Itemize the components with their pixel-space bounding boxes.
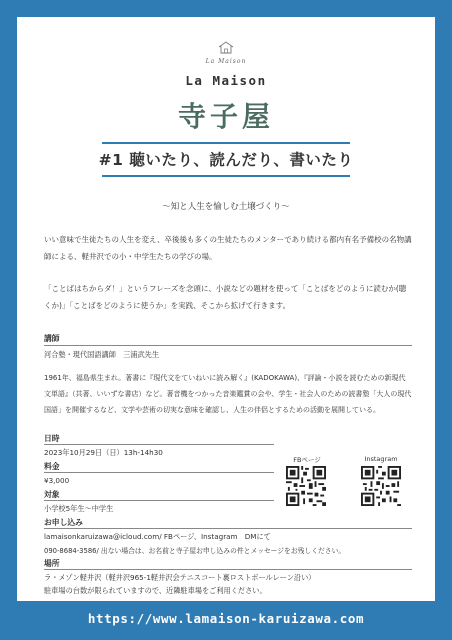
intro-paragraph-2: 「ことばはちからダ！」というフレーズを念頭に、小説などの題材を使って「ことばをどのように読むか(聴くか)」「ことばをどのように使うか」を実践、そこから拡げて行きます。 [44,284,407,310]
house-logo-icon [218,41,234,54]
flyer-page [17,17,435,601]
place-label: 場所 [44,559,60,568]
instagram-qr-code-icon[interactable] [361,466,401,506]
page-subtitle: #1 聴いたり、読んだり、書いたり [98,151,354,169]
fb-qr-label: FBページ [293,456,321,464]
apply-label: お申し込み [44,518,83,527]
instructor-rule [44,345,412,346]
fee-label: 料金 [44,462,60,471]
page-title: 寺子屋 [177,100,274,133]
apply-contact: lamaisonkaruizawa@icloud.com/ FBページ、Instagram DMにて [44,532,271,541]
date-rule [44,444,274,445]
intro-paragraph-1: いい意味で生徒たちの人生を変え、卒後後も多くの生徒たちのメンターであり続ける都内有名予備校の名物講師による、軽井沢での小・中学生たちの学びの場。 [44,235,412,261]
target-rule [44,500,274,501]
tagline: 〜知と人生を愉しむ土壌づくり〜 [162,202,290,212]
instructor-name: 河合塾・現代国語講師 三浦武先生 [44,350,160,359]
title-bottom-rule [102,175,350,177]
target-label: 対象 [44,490,60,499]
brand-name: La Maison [185,73,267,88]
instructor-label: 講師 [44,334,60,343]
place-rule [44,569,412,570]
place-address: ラ・メゾン軽井沢（軽井沢965-1軽井沢会テニスコート裏ロストボールレーン沿い） [44,573,316,582]
title-top-rule [102,142,350,144]
date-value: 2023年10月29日（日）13h-14h30 [44,448,163,457]
website-url-link[interactable]: https://www.lamaison-karuizawa.com [87,611,365,626]
fee-rule [44,472,274,473]
target-value: 小学校5年生〜中学生 [44,504,114,513]
apply-phone: 090-8684-3586/ 出ない場合は、お名前と寺子屋お申し込みの件とメッセージをお残しください。 [44,547,346,555]
place-parking-note: 駐車場の台数が限られていますので、近隣駐車場をご利用ください。 [44,586,267,595]
apply-rule [44,528,412,529]
script-logo: La Maison [205,58,247,65]
instagram-qr-label: Instagram [364,455,398,463]
facebook-qr-code-icon[interactable] [286,466,326,506]
date-label: 日時 [44,434,60,443]
fee-value: ¥3,000 [44,476,70,485]
instructor-bio: 1961年、福島県生まれ。著書に『現代文をていねいに読み解く』(KADOKAWA)、『評論・小説を読むための新現代文単語』（共著、いいずな書店）など。著音機をつかった音楽鑑賞の会や、学生・社会人のための読書塾「大人の現代国語」を開催するなど、文学や芸術の切実な意味を確認し、人生の伴侶とするための活動を展開している。 [44,374,412,414]
